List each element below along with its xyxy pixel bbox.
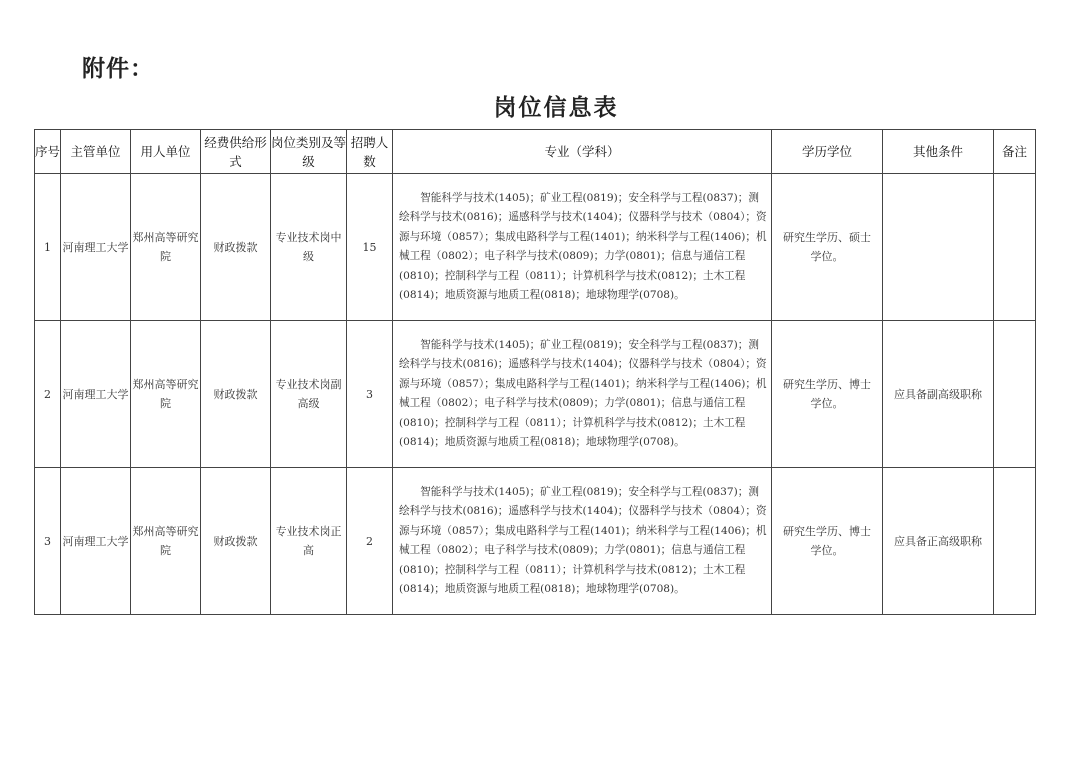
cell-major: 智能科学与技术(1405)；矿业工程(0819)；安全科学与工程(0837)；测绘科学与技术(0816)；遥感科学与技术(1404)；仪器科学与技术（0804）；资源与环境（0857）；集成电路科学与工程(1401)；纳米科学与工程(1406)；机械工程（0802）；电子科学与技术(0809)；力学(0801)；信息与通信工程(0810)；控制科学与工程（0811）；计算机科学与技术(0812)；土木工程(0814)；地质资源与地质工程(0818)；地球物理学(0708)。 — [393, 321, 772, 468]
cell-other — [883, 174, 994, 321]
header-funding: 经费供给形式 — [201, 130, 271, 174]
cell-other: 应具备正高级职称 — [883, 468, 994, 615]
cell-other: 应具备副高级职称 — [883, 321, 994, 468]
attachment-label: 附件： — [82, 56, 154, 82]
cell-seq: 3 — [35, 468, 61, 615]
cell-education: 研究生学历、博士学位。 — [772, 321, 883, 468]
cell-major: 智能科学与技术(1405)；矿业工程(0819)；安全科学与工程(0837)；测绘科学与技术(0816)；遥感科学与技术(1404)；仪器科学与技术（0804）；资源与环境（0857）；集成电路科学与工程(1401)；纳米科学与工程(1406)；机械工程（0802）；电子科学与技术(0809)；力学(0801)；信息与通信工程(0810)；控制科学与工程（0811）；计算机科学与技术(0812)；土木工程(0814)；地质资源与地质工程(0818)；地球物理学(0708)。 — [393, 174, 772, 321]
cell-count: 15 — [347, 174, 393, 321]
cell-major: 智能科学与技术(1405)；矿业工程(0819)；安全科学与工程(0837)；测绘科学与技术(0816)；遥感科学与技术(1404)；仪器科学与技术（0804）；资源与环境（0857）；集成电路科学与工程(1401)；纳米科学与工程(1406)；机械工程（0802）；电子科学与技术(0809)；力学(0801)；信息与通信工程(0810)；控制科学与工程（0811）；计算机科学与技术(0812)；土木工程(0814)；地质资源与地质工程(0818)；地球物理学(0708)。 — [393, 468, 772, 615]
header-employer: 用人单位 — [131, 130, 201, 174]
cell-employer: 郑州高等研究院 — [131, 174, 201, 321]
document-title: 岗位信息表 — [493, 95, 619, 121]
cell-funding: 财政拨款 — [201, 468, 271, 615]
job-info-table — [34, 129, 1036, 615]
header-other: 其他条件 — [883, 130, 994, 174]
cell-employer: 郑州高等研究院 — [131, 468, 201, 615]
cell-dept: 河南理工大学 — [61, 321, 131, 468]
table-row — [35, 468, 1036, 615]
table-header-row — [35, 130, 1036, 174]
cell-seq: 2 — [35, 321, 61, 468]
header-seq: 序号 — [35, 130, 61, 174]
header-dept: 主管单位 — [61, 130, 131, 174]
cell-funding: 财政拨款 — [201, 321, 271, 468]
cell-count: 3 — [347, 321, 393, 468]
cell-post: 专业技术岗正高 — [271, 468, 347, 615]
cell-post: 专业技术岗副高级 — [271, 321, 347, 468]
cell-education: 研究生学历、博士学位。 — [772, 468, 883, 615]
cell-count: 2 — [347, 468, 393, 615]
cell-seq: 1 — [35, 174, 61, 321]
cell-education: 研究生学历、硕士学位。 — [772, 174, 883, 321]
header-education: 学历学位 — [772, 130, 883, 174]
header-post: 岗位类别及等级 — [271, 130, 347, 174]
cell-notes — [994, 174, 1036, 321]
cell-dept: 河南理工大学 — [61, 468, 131, 615]
cell-notes — [994, 321, 1036, 468]
table-row — [35, 321, 1036, 468]
header-count: 招聘人数 — [347, 130, 393, 174]
cell-notes — [994, 468, 1036, 615]
cell-dept: 河南理工大学 — [61, 174, 131, 321]
cell-funding: 财政拨款 — [201, 174, 271, 321]
cell-post: 专业技术岗中级 — [271, 174, 347, 321]
cell-employer: 郑州高等研究院 — [131, 321, 201, 468]
header-notes: 备注 — [994, 130, 1036, 174]
table-row — [35, 174, 1036, 321]
header-major: 专业（学科） — [393, 130, 772, 174]
